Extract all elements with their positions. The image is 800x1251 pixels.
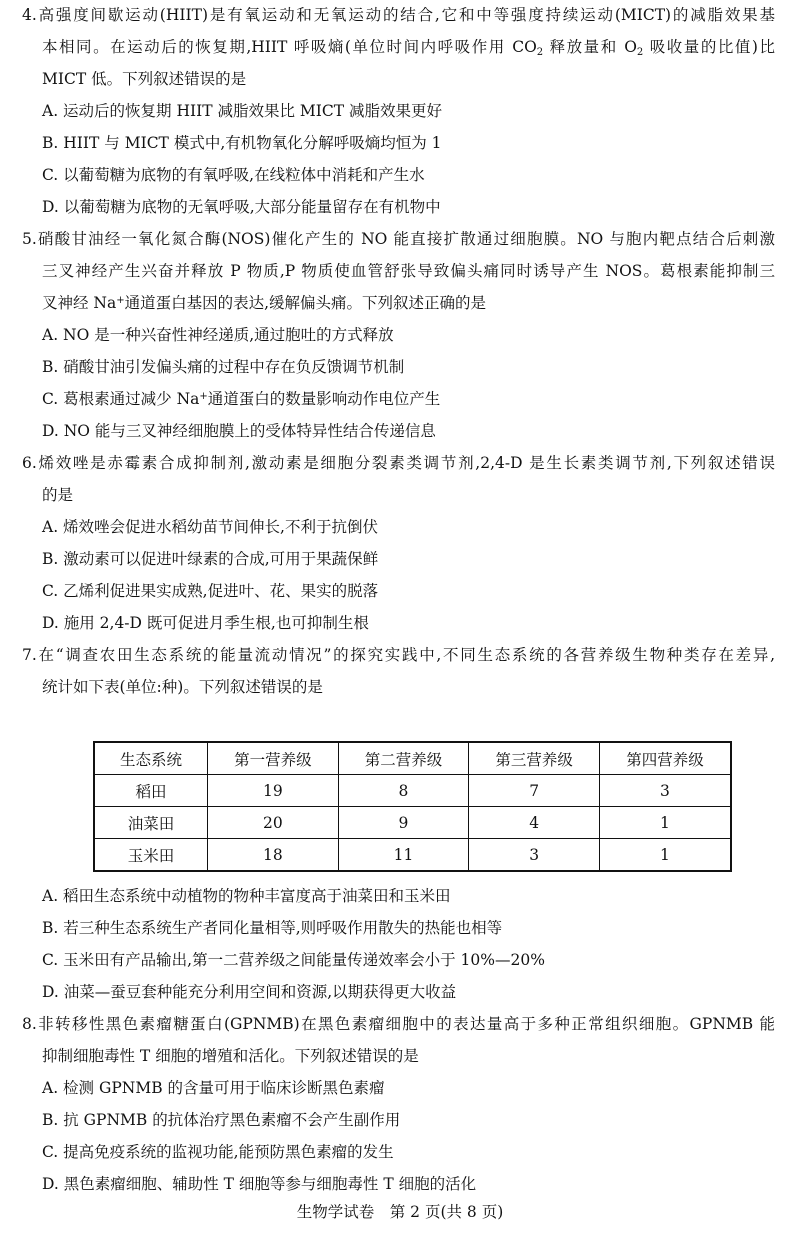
table-cell: 18 <box>208 839 339 872</box>
subscript: 2 <box>636 47 644 58</box>
table-header: 第四营养级 <box>599 742 731 775</box>
text: 叉神经 Na <box>42 294 117 312</box>
text: 通道蛋白基因的表达,缓解偏头痛。下列叙述正确的是 <box>124 294 487 312</box>
question-stem <box>0 31 775 63</box>
table-cell: 7 <box>469 775 600 807</box>
text: 通道蛋白的数量影响动作电位产生 <box>207 390 441 408</box>
option-d: D. NO 能与三叉神经细胞膜上的受体特异性结合传递信息 <box>42 422 436 440</box>
table-row <box>94 807 731 839</box>
option-b: B. 激动素可以促进叶绿素的合成,可用于果蔬保鲜 <box>42 550 379 568</box>
table-cell: 4 <box>469 807 600 839</box>
option-a: A. 烯效唑会促进水稻幼苗节间伸长,不利于抗倒伏 <box>42 518 378 536</box>
question-7 <box>0 639 800 1008</box>
text: 吸收量的比值)比 <box>643 38 776 56</box>
option-d: D. 以葡萄糖为底物的无氧呼吸,大部分能量留存在有机物中 <box>42 198 441 216</box>
subscript: 2 <box>536 47 544 58</box>
question-6 <box>0 447 800 639</box>
table-row <box>94 775 731 807</box>
table-cell: 玉米田 <box>94 839 208 872</box>
question-stem: MICT 低。下列叙述错误的是 <box>42 70 247 88</box>
question-stem: 8.非转移性黑色素瘤糖蛋白(GPNMB)在黑色素瘤细胞中的表达量高于多种正常组织细胞。GPNMB 能 <box>22 1015 775 1033</box>
table-cell: 9 <box>338 807 469 839</box>
question-5 <box>0 223 800 447</box>
question-stem <box>0 287 800 319</box>
superscript: + <box>199 391 208 402</box>
text: 本相同。在运动后的恢复期,HIIT 呼吸熵(单位时间内呼吸作用 CO <box>42 38 537 56</box>
question-4 <box>0 0 800 223</box>
option-c: C. 玉米田有产品输出,第一二营养级之间能量传递效率会小于 10%—20% <box>42 951 545 969</box>
question-8 <box>0 1008 800 1200</box>
option-d: D. 施用 2,4-D 既可促进月季生根,也可抑制生根 <box>42 614 369 632</box>
table-header-row <box>94 742 731 775</box>
question-stem: 的是 <box>42 486 74 504</box>
option-b: B. 硝酸甘油引发偏头痛的过程中存在负反馈调节机制 <box>42 358 405 376</box>
table-header: 第一营养级 <box>208 742 339 775</box>
option-b: B. 若三种生态系统生产者同化量相等,则呼吸作用散失的热能也相等 <box>42 919 503 937</box>
option-b: B. 抗 GPNMB 的抗体治疗黑色素瘤不会产生副作用 <box>42 1111 401 1129</box>
table-cell: 11 <box>338 839 469 872</box>
question-stem: 6.烯效唑是赤霉素合成抑制剂,激动素是细胞分裂素类调节剂,2,4-D 是生长素类调节剂,下列叙述错误 <box>22 454 775 472</box>
table-cell: 19 <box>208 775 339 807</box>
text: 释放量和 O <box>543 38 637 56</box>
option-a: A. 检测 GPNMB 的含量可用于临床诊断黑色素瘤 <box>42 1079 385 1097</box>
species-table <box>93 741 732 872</box>
option-d: D. 油菜—蚕豆套种能充分利用空间和资源,以期获得更大收益 <box>42 983 457 1001</box>
option-b: B. HIIT 与 MICT 模式中,有机物氧化分解呼吸熵均恒为 1 <box>42 134 442 152</box>
question-stem: 抑制细胞毒性 T 细胞的增殖和活化。下列叙述错误的是 <box>42 1047 419 1065</box>
question-stem: 统计如下表(单位:种)。下列叙述错误的是 <box>42 678 323 696</box>
table-cell: 1 <box>599 807 731 839</box>
question-stem: 7.在“调查农田生态系统的能量流动情况”的探究实践中,不同生态系统的各营养级生物种类存在差异, <box>22 646 775 664</box>
question-stem: 三叉神经产生兴奋并释放 P 物质,P 物质使血管舒张导致偏头痛同时诱导产生 NOS。葛根素能抑制三 <box>42 262 775 280</box>
table-cell: 3 <box>469 839 600 872</box>
table-header: 第三营养级 <box>469 742 600 775</box>
option-d: D. 黑色素瘤细胞、辅助性 T 细胞等参与细胞毒性 T 细胞的活化 <box>42 1175 477 1193</box>
table-cell: 3 <box>599 775 731 807</box>
page-footer: 生物学试卷 第 2 页(共 8 页) <box>296 1203 504 1221</box>
question-stem: 4.高强度间歇运动(HIIT)是有氧运动和无氧运动的结合,它和中等强度持续运动(MICT)的减脂效果基 <box>22 6 775 24</box>
option-a: A. NO 是一种兴奋性神经递质,通过胞吐的方式释放 <box>42 326 394 344</box>
table-cell: 20 <box>208 807 339 839</box>
option-c: C. 提高免疫系统的监视功能,能预防黑色素瘤的发生 <box>42 1143 394 1161</box>
table-header: 生态系统 <box>94 742 208 775</box>
option-a: A. 稻田生态系统中动植物的物种丰富度高于油菜田和玉米田 <box>42 887 451 905</box>
table-cell: 稻田 <box>94 775 208 807</box>
superscript: + <box>116 295 125 306</box>
option-c <box>0 383 800 415</box>
table-cell: 8 <box>338 775 469 807</box>
option-c: C. 乙烯利促进果实成熟,促进叶、花、果实的脱落 <box>42 582 379 600</box>
option-a: A. 运动后的恢复期 HIIT 减脂效果比 MICT 减脂效果更好 <box>42 102 443 120</box>
question-stem: 5.硝酸甘油经一氧化氮合酶(NOS)催化产生的 NO 能直接扩散通过细胞膜。NO 与胞内靶点结合后刺激 <box>22 230 775 248</box>
option-c: C. 以葡萄糖为底物的有氧呼吸,在线粒体中消耗和产生水 <box>42 166 425 184</box>
text: C. 葛根素通过减少 Na <box>42 390 200 408</box>
table-header: 第二营养级 <box>338 742 469 775</box>
table-cell: 1 <box>599 839 731 872</box>
table-row <box>94 839 731 872</box>
table-cell: 油菜田 <box>94 807 208 839</box>
